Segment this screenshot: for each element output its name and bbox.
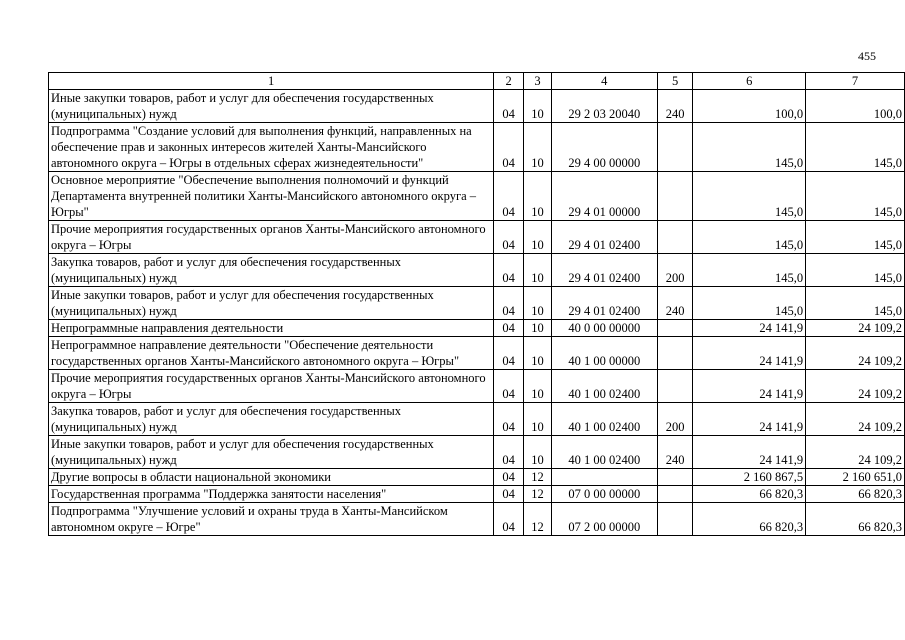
amount-col6-cell: 66 820,3 [693, 503, 806, 536]
subsection-code-cell: 10 [524, 403, 552, 436]
amount-col7-cell: 145,0 [806, 123, 905, 172]
amount-col7-cell: 145,0 [806, 221, 905, 254]
subsection-code-cell: 10 [524, 172, 552, 221]
target-article-cell: 29 2 03 20040 [551, 90, 657, 123]
amount-col7-cell: 24 109,2 [806, 403, 905, 436]
table-row [49, 90, 905, 123]
section-code-cell: 04 [494, 254, 524, 287]
subsection-code-cell: 12 [524, 503, 552, 536]
expense-type-cell [657, 469, 693, 486]
section-code-cell: 04 [494, 370, 524, 403]
amount-col7-cell: 100,0 [806, 90, 905, 123]
expense-type-cell: 240 [657, 90, 693, 123]
row-name-cell: Непрограммное направление деятельности "Обеспечение деятельности государственных органов Ханты-Мансийского автономного округа – Югры" [49, 337, 494, 370]
table-row [49, 337, 905, 370]
section-code-cell: 04 [494, 503, 524, 536]
expense-type-cell [657, 503, 693, 536]
subsection-code-cell: 10 [524, 123, 552, 172]
header-cell-1: 1 [49, 73, 494, 90]
expense-type-cell [657, 123, 693, 172]
expense-type-cell: 240 [657, 436, 693, 469]
section-code-cell: 04 [494, 486, 524, 503]
target-article-cell [551, 469, 657, 486]
table-row [49, 403, 905, 436]
budget-table [48, 72, 905, 536]
row-name-cell: Государственная программа "Поддержка занятости населения" [49, 486, 494, 503]
section-code-cell: 04 [494, 436, 524, 469]
amount-col7-cell: 145,0 [806, 172, 905, 221]
target-article-cell: 07 0 00 00000 [551, 486, 657, 503]
target-article-cell: 40 1 00 00000 [551, 337, 657, 370]
amount-col6-cell: 145,0 [693, 221, 806, 254]
amount-col6-cell: 100,0 [693, 90, 806, 123]
expense-type-cell [657, 320, 693, 337]
amount-col6-cell: 2 160 867,5 [693, 469, 806, 486]
table-row [49, 172, 905, 221]
header-cell-4: 4 [551, 73, 657, 90]
amount-col6-cell: 145,0 [693, 287, 806, 320]
amount-col7-cell: 24 109,2 [806, 337, 905, 370]
header-cell-5: 5 [657, 73, 693, 90]
amount-col6-cell: 24 141,9 [693, 320, 806, 337]
target-article-cell: 29 4 01 00000 [551, 172, 657, 221]
amount-col7-cell: 24 109,2 [806, 320, 905, 337]
table-row [49, 370, 905, 403]
target-article-cell: 07 2 00 00000 [551, 503, 657, 536]
table-row [49, 221, 905, 254]
row-name-cell: Прочие мероприятия государственных органов Ханты-Мансийского автономного округа – Югры [49, 221, 494, 254]
header-cell-6: 6 [693, 73, 806, 90]
header-cell-3: 3 [524, 73, 552, 90]
row-name-cell: Другие вопросы в области национальной экономики [49, 469, 494, 486]
subsection-code-cell: 10 [524, 254, 552, 287]
amount-col6-cell: 24 141,9 [693, 403, 806, 436]
row-name-cell: Непрограммные направления деятельности [49, 320, 494, 337]
expense-type-cell [657, 221, 693, 254]
amount-col7-cell: 145,0 [806, 287, 905, 320]
amount-col7-cell: 24 109,2 [806, 370, 905, 403]
amount-col6-cell: 145,0 [693, 254, 806, 287]
target-article-cell: 40 1 00 02400 [551, 403, 657, 436]
subsection-code-cell: 12 [524, 486, 552, 503]
row-name-cell: Закупка товаров, работ и услуг для обеспечения государственных (муниципальных) нужд [49, 403, 494, 436]
header-row [49, 73, 905, 90]
row-name-cell: Подпрограмма "Создание условий для выполнения функций, направленных на обеспечение прав и законных интересов жителей Ханты-Мансийского автономного округа – Югры в отдельных сферах жизнедеятельности" [49, 123, 494, 172]
row-name-cell: Иные закупки товаров, работ и услуг для обеспечения государственных (муниципальных) нужд [49, 436, 494, 469]
table-row [49, 123, 905, 172]
amount-col7-cell: 145,0 [806, 254, 905, 287]
table-row [49, 254, 905, 287]
subsection-code-cell: 10 [524, 90, 552, 123]
target-article-cell: 40 1 00 02400 [551, 436, 657, 469]
budget-table-body [49, 73, 905, 536]
subsection-code-cell: 10 [524, 287, 552, 320]
section-code-cell: 04 [494, 123, 524, 172]
table-row [49, 469, 905, 486]
table-row [49, 320, 905, 337]
target-article-cell: 29 4 01 02400 [551, 287, 657, 320]
expense-type-cell: 200 [657, 403, 693, 436]
amount-col7-cell: 2 160 651,0 [806, 469, 905, 486]
section-code-cell: 04 [494, 320, 524, 337]
page-number: 455 [858, 49, 876, 63]
section-code-cell: 04 [494, 172, 524, 221]
subsection-code-cell: 10 [524, 337, 552, 370]
section-code-cell: 04 [494, 469, 524, 486]
amount-col6-cell: 24 141,9 [693, 337, 806, 370]
section-code-cell: 04 [494, 403, 524, 436]
amount-col6-cell: 145,0 [693, 172, 806, 221]
amount-col7-cell: 66 820,3 [806, 486, 905, 503]
amount-col6-cell: 24 141,9 [693, 436, 806, 469]
section-code-cell: 04 [494, 337, 524, 370]
subsection-code-cell: 10 [524, 370, 552, 403]
expense-type-cell: 200 [657, 254, 693, 287]
row-name-cell: Иные закупки товаров, работ и услуг для обеспечения государственных (муниципальных) нужд [49, 287, 494, 320]
amount-col7-cell: 66 820,3 [806, 503, 905, 536]
table-row [49, 486, 905, 503]
section-code-cell: 04 [494, 287, 524, 320]
section-code-cell: 04 [494, 221, 524, 254]
subsection-code-cell: 10 [524, 436, 552, 469]
row-name-cell: Подпрограмма "Улучшение условий и охраны труда в Ханты-Мансийском автономном округе – Югре" [49, 503, 494, 536]
expense-type-cell: 240 [657, 287, 693, 320]
expense-type-cell [657, 486, 693, 503]
row-name-cell: Иные закупки товаров, работ и услуг для обеспечения государственных (муниципальных) нужд [49, 90, 494, 123]
row-name-cell: Закупка товаров, работ и услуг для обеспечения государственных (муниципальных) нужд [49, 254, 494, 287]
row-name-cell: Прочие мероприятия государственных органов Ханты-Мансийского автономного округа – Югры [49, 370, 494, 403]
target-article-cell: 40 1 00 02400 [551, 370, 657, 403]
expense-type-cell [657, 337, 693, 370]
table-row [49, 436, 905, 469]
table-row [49, 287, 905, 320]
subsection-code-cell: 12 [524, 469, 552, 486]
row-name-cell: Основное мероприятие "Обеспечение выполнения полномочий и функций Департамента внутренней политики Ханты-Мансийского автономного округа – Югры" [49, 172, 494, 221]
header-cell-7: 7 [806, 73, 905, 90]
amount-col6-cell: 145,0 [693, 123, 806, 172]
section-code-cell: 04 [494, 90, 524, 123]
header-cell-2: 2 [494, 73, 524, 90]
target-article-cell: 29 4 01 02400 [551, 254, 657, 287]
subsection-code-cell: 10 [524, 221, 552, 254]
table-row [49, 503, 905, 536]
amount-col6-cell: 24 141,9 [693, 370, 806, 403]
expense-type-cell [657, 370, 693, 403]
target-article-cell: 29 4 00 00000 [551, 123, 657, 172]
expense-type-cell [657, 172, 693, 221]
target-article-cell: 40 0 00 00000 [551, 320, 657, 337]
target-article-cell: 29 4 01 02400 [551, 221, 657, 254]
amount-col7-cell: 24 109,2 [806, 436, 905, 469]
amount-col6-cell: 66 820,3 [693, 486, 806, 503]
subsection-code-cell: 10 [524, 320, 552, 337]
